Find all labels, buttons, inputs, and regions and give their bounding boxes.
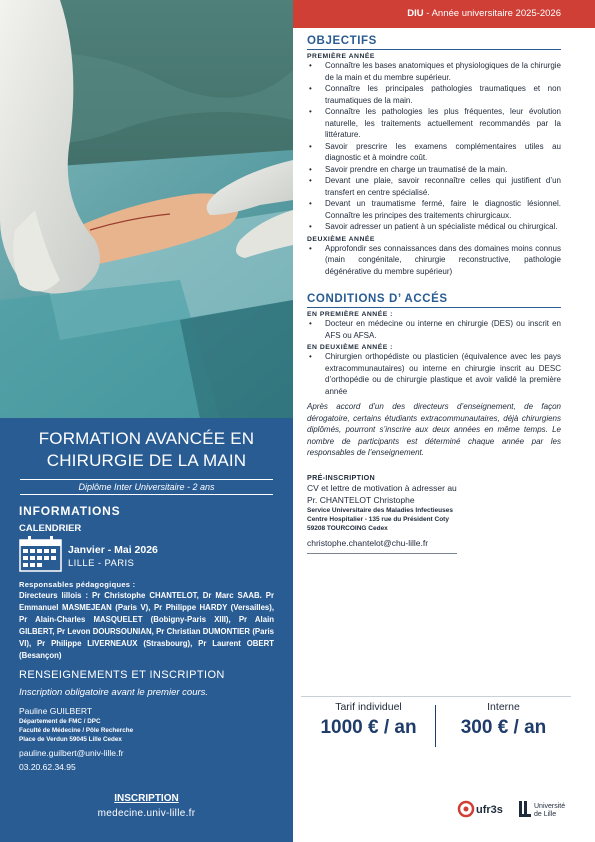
list-item: • Chirurgien orthopédiste ou plasticien (équivalence avec les pays extracommunautaires) ou interne en chirurgie inscrit au DESC d’orthopédie ou de chirurgie plastique et avoir validé la première année: [307, 351, 561, 397]
preinscription-divider: [307, 553, 457, 554]
surgery-photo: [0, 0, 293, 418]
objectifs-year1-heading: PREMIÈRE ANNÉE: [307, 53, 375, 60]
list-item: • Savoir prescrire les examens complémentaires utiles au diagnostic et à moindre coût.: [307, 141, 561, 164]
informations-heading: INFORMATIONS: [19, 504, 121, 518]
title-line-2: CHIRURGIE DE LA MAIN: [46, 451, 247, 470]
preinscription-service: Service Universitaire des Maladies Infectieuses: [307, 506, 453, 514]
contact-faculty: Faculté de Médecine / Pôle Recherche: [19, 727, 134, 734]
list-item: • Devant une plaie, savoir reconnaître celles qui justifient d’un transfert en centre spécialisé.: [307, 175, 561, 198]
diploma-label: Diplôme Inter Universitaire - 2 ans: [20, 479, 273, 495]
right-column: [307, 35, 561, 554]
lille-logo-line-2: de Lille: [534, 811, 557, 818]
academic-year: - Année universitaire 2025-2026: [423, 8, 561, 19]
objectifs-year1-list: [307, 60, 561, 233]
tarif-individuel: [301, 701, 436, 739]
contact-block: [19, 706, 274, 774]
preinscription-address: Centre Hospitalier - 135 rue du Président Coty: [307, 515, 449, 523]
formation-title: [10, 428, 283, 472]
contact-name: Pauline GUILBERT: [19, 706, 93, 716]
tarif-interne-label: Interne: [487, 701, 520, 713]
preinscription-city: 59208 TOURCOING Cedex: [307, 524, 388, 532]
year-banner: [293, 0, 595, 28]
ufr3s-logo-text: ufr3s: [476, 804, 503, 816]
objectifs-year2-list: [307, 243, 561, 278]
contact-email[interactable]: pauline.guilbert@univ-lille.fr: [19, 748, 124, 758]
responsables-text: Directeurs lillois : Pr Christophe CHANTELOT, Dr Marc SAAB. Pr Emmanuel MASMEJEAN (Paris V), Pr Philippe HARDY (Versailles), Pr Alain-Charles MASQUELET (Bobigny-Paris XIII), Pr Alain GILBERT, Pr Levon DOURSOUNIAN, Pr Christian DUMONTIER (Paris VI), Pr Philippe LIVERNEAUX (Strasbourg), Pr Laurent OBERT (Besançon): [19, 591, 274, 660]
calendar-heading: CALENDRIER: [19, 523, 82, 534]
tarifs-block: [301, 696, 571, 748]
conditions-underline: [307, 307, 561, 308]
inscription-note: Inscription obligatoire avant le premier cours.: [19, 687, 209, 698]
objectifs-year2-heading: DEUXIÈME ANNÉE: [307, 235, 375, 243]
list-item: • Approfondir ses connaissances dans des domaines moins connus (main congénitale, chirurgie reconstructive, pathologie dégénérative du membre supérieur): [307, 243, 561, 278]
list-item: • Connaître les bases anatomiques et physiologiques de la chirurgie de la main et du membre supérieur.: [307, 60, 561, 83]
contact-department: Département de FMC / DPC: [19, 718, 101, 725]
objectifs-underline: [307, 49, 561, 50]
conditions-year1-heading: EN PREMIÈRE ANNÉE :: [307, 311, 393, 318]
conditions-heading: CONDITIONS D’ ACCÉS: [307, 293, 448, 305]
title-line-1: FORMATION AVANCÉE EN: [38, 429, 255, 448]
preinscription-email[interactable]: christophe.chantelot@chu-lille.fr: [307, 537, 429, 548]
tarif-individuel-price: 1000 € / an: [320, 717, 417, 738]
preinscription-contact: Pr. CHANTELOT Christophe: [307, 494, 415, 505]
tarif-interne: [436, 701, 571, 739]
logos: [457, 796, 577, 822]
list-item: • Savoir prendre en charge un traumatisé de la main.: [307, 164, 561, 176]
contact-address: Place de Verdun 59045 Lille Cedex: [19, 736, 122, 743]
calendar-dates: Janvier - Mai 2026: [68, 544, 158, 556]
renseignements-heading: RENSEIGNEMENTS ET INSCRIPTION: [19, 669, 225, 681]
tarif-interne-price: 300 € / an: [460, 717, 547, 738]
program-label: DIU: [407, 8, 424, 19]
calendar-places: LILLE - PARIS: [68, 558, 135, 569]
inscription-link-title[interactable]: INSCRIPTION: [114, 793, 179, 804]
contact-phone[interactable]: 03.20.62.34.95: [19, 762, 76, 772]
conditions-note: Après accord d’un des directeurs d’enseignement, de façon dérogatoire, certains étudiants extracommunautaires, déjà chirurgiens diplômés, pourront s’inscrire aux deux années en même temps. Le nombre de participants est déterminé chaque année par les responsables de l’enseignement.: [307, 402, 561, 457]
list-item: • Connaître les pathologies les plus fréquentes, leur évolution naturelle, les traitements actuellement recommandés par la littérature.: [307, 106, 561, 141]
universite-lille-logo-icon: [519, 798, 575, 820]
info-panel: [0, 418, 293, 842]
responsables-heading: Responsables pédagogiques :: [19, 580, 136, 589]
left-column: [0, 0, 293, 842]
list-item: • Docteur en médecine ou interne en chirurgie (DES) ou inscrit en AFS ou AFSA.: [307, 318, 561, 341]
list-item: • Devant un traumatisme fermé, faire le diagnostic lésionnel. Connaître les principes des traitements chirurgicaux.: [307, 198, 561, 221]
conditions-year2-list: [307, 351, 561, 397]
preinscription-heading: PRÉ-INSCRIPTION: [307, 472, 375, 482]
calendar-icon: [19, 536, 62, 572]
lille-logo-line-1: Université: [534, 803, 566, 810]
objectifs-heading: OBJECTIFS: [307, 35, 377, 47]
ufr3s-logo-icon: [457, 798, 509, 820]
tarif-individuel-label: Tarif individuel: [335, 701, 402, 713]
conditions-year2-heading: EN DEUXIÈME ANNÉE :: [307, 344, 393, 351]
inscription-url[interactable]: medecine.univ-lille.fr: [97, 808, 196, 819]
list-item: • Savoir adresser un patient à un spécialiste médical ou chirurgical.: [307, 221, 561, 233]
list-item: • Connaître les principales pathologies traumatiques et non traumatiques de la main.: [307, 83, 561, 106]
preinscription-text: CV et lettre de motivation à adresser au: [307, 482, 457, 493]
conditions-year1-list: [307, 318, 561, 341]
